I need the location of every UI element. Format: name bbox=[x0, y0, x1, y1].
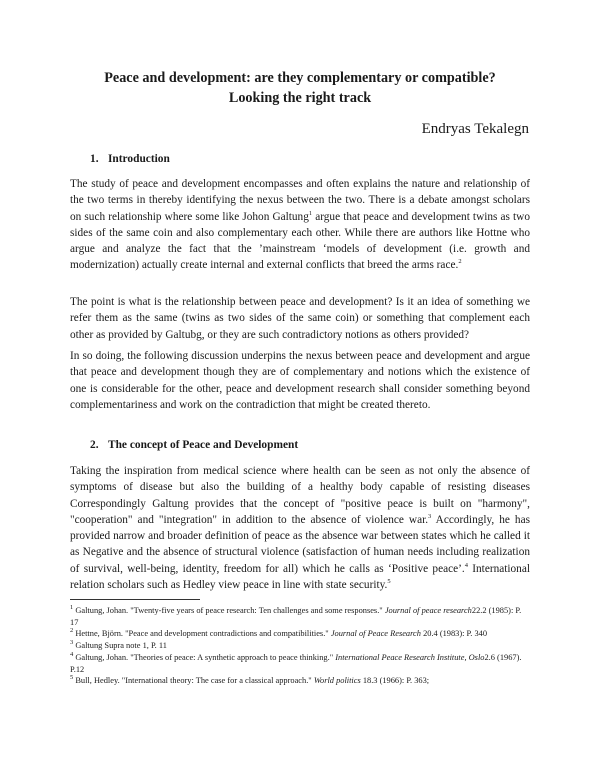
footnote-separator bbox=[70, 599, 200, 600]
footnote-ref: 2 bbox=[458, 258, 462, 266]
footnote: $^1$ Galtung, Johan. "Twenty-five years of peace research: Ten challenges and some responses." Journal of peace research22.2 (1985): P. 17 bbox=[70, 604, 522, 627]
section-number: 1. bbox=[90, 153, 99, 165]
footnote-ref: 5 bbox=[387, 578, 391, 586]
paragraph-intro-3: In so doing, the following discussion underpins the nexus between peace and development and argue that peace and development though they are of complementary and notions which the existence of one is considerable for the other, peace and development research shall consider something beyond complementariness and work on the contradiction that might be created thereto. bbox=[70, 350, 530, 411]
paragraph-text: Taking the inspiration from medical science where health can be seen as not only the absence of symptoms of disease but also the building of a healthy body capable of resisting diseases Correspondingly Galtung provides that the concept of "positive peace is built on "harmony", "cooperation" and "integration" in addition to the absence of violence war. bbox=[70, 465, 530, 526]
footnote: $^3$ Galtung Supra note 1, P. 11 bbox=[70, 639, 167, 651]
footnote-ref: 3 bbox=[428, 513, 432, 521]
footnote-ref: 4 bbox=[464, 562, 468, 570]
title-line-1: Peace and development: are they complementary or compatible? bbox=[104, 70, 496, 86]
section-title: The concept of Peace and Development bbox=[108, 439, 299, 451]
footnote-ref: 1 bbox=[308, 209, 313, 217]
paragraph-text: argue that peace and development twins as two sides of the same coin and also complementary each other. While there are authors like Hottne who argue and analyze the fact that the ’mainstream ‘models of development (i.e. growth and modernization) actually create internal and external conflicts that breed the arms race. bbox=[70, 210, 530, 272]
paragraph-concept bbox=[70, 463, 530, 593]
paragraph-text: The study of peace and development encompasses and often explains the nature and relationship of the two terms in thereby identifying the nexus between the two. There is a debate amongst scholars on such relationship where some like Johon Galtung bbox=[70, 178, 530, 223]
paragraph-intro-2: The point is what is the relationship between peace and development? Is it an idea of something we refer them as the same (twins as two sides of the same coin) or something that complement each other as provided by Galtubg, or they are such contradictory notions as others provided? bbox=[70, 296, 530, 341]
footnotes bbox=[70, 605, 530, 687]
footnote: $^4$ Galtung, Johan. "Theories of peace: A synthetic approach to peace thinking." International Peace Research Institute, Oslo2.6 (1967). P.12 bbox=[70, 651, 522, 674]
section-heading-concept bbox=[90, 438, 298, 452]
footnote: $^5$ Bull, Hedley. "International theory: The case for a classical approach." World politics 18.3 (1966): P. 363; bbox=[70, 674, 430, 686]
author-name: Endryas Tekalegn bbox=[421, 121, 529, 137]
document-title bbox=[70, 68, 530, 108]
paragraph-text: International relation scholars such as Hedley view peace in line with state security. bbox=[70, 562, 530, 592]
section-heading-introduction bbox=[90, 152, 170, 166]
footnote: $^2$ Hettne, Björn. "Peace and development contradictions and compatibilities." Journal of Peace Research 20.4 (1983): P. 340 bbox=[70, 627, 488, 639]
paragraph-text: Accordingly, he has provided narrow and broader definition of peace as the absence war between states which he called it as Negative and the absence of structural violence (satisfaction of human needs including realization of survival, well-being, identity, freedom for all) which he calls as ‘Positive peace’. bbox=[70, 513, 530, 575]
section-number: 2. bbox=[90, 439, 99, 451]
title-line-2: Looking the right track bbox=[228, 90, 372, 106]
paragraph-intro-1 bbox=[70, 176, 530, 274]
section-title: Introduction bbox=[108, 153, 170, 165]
